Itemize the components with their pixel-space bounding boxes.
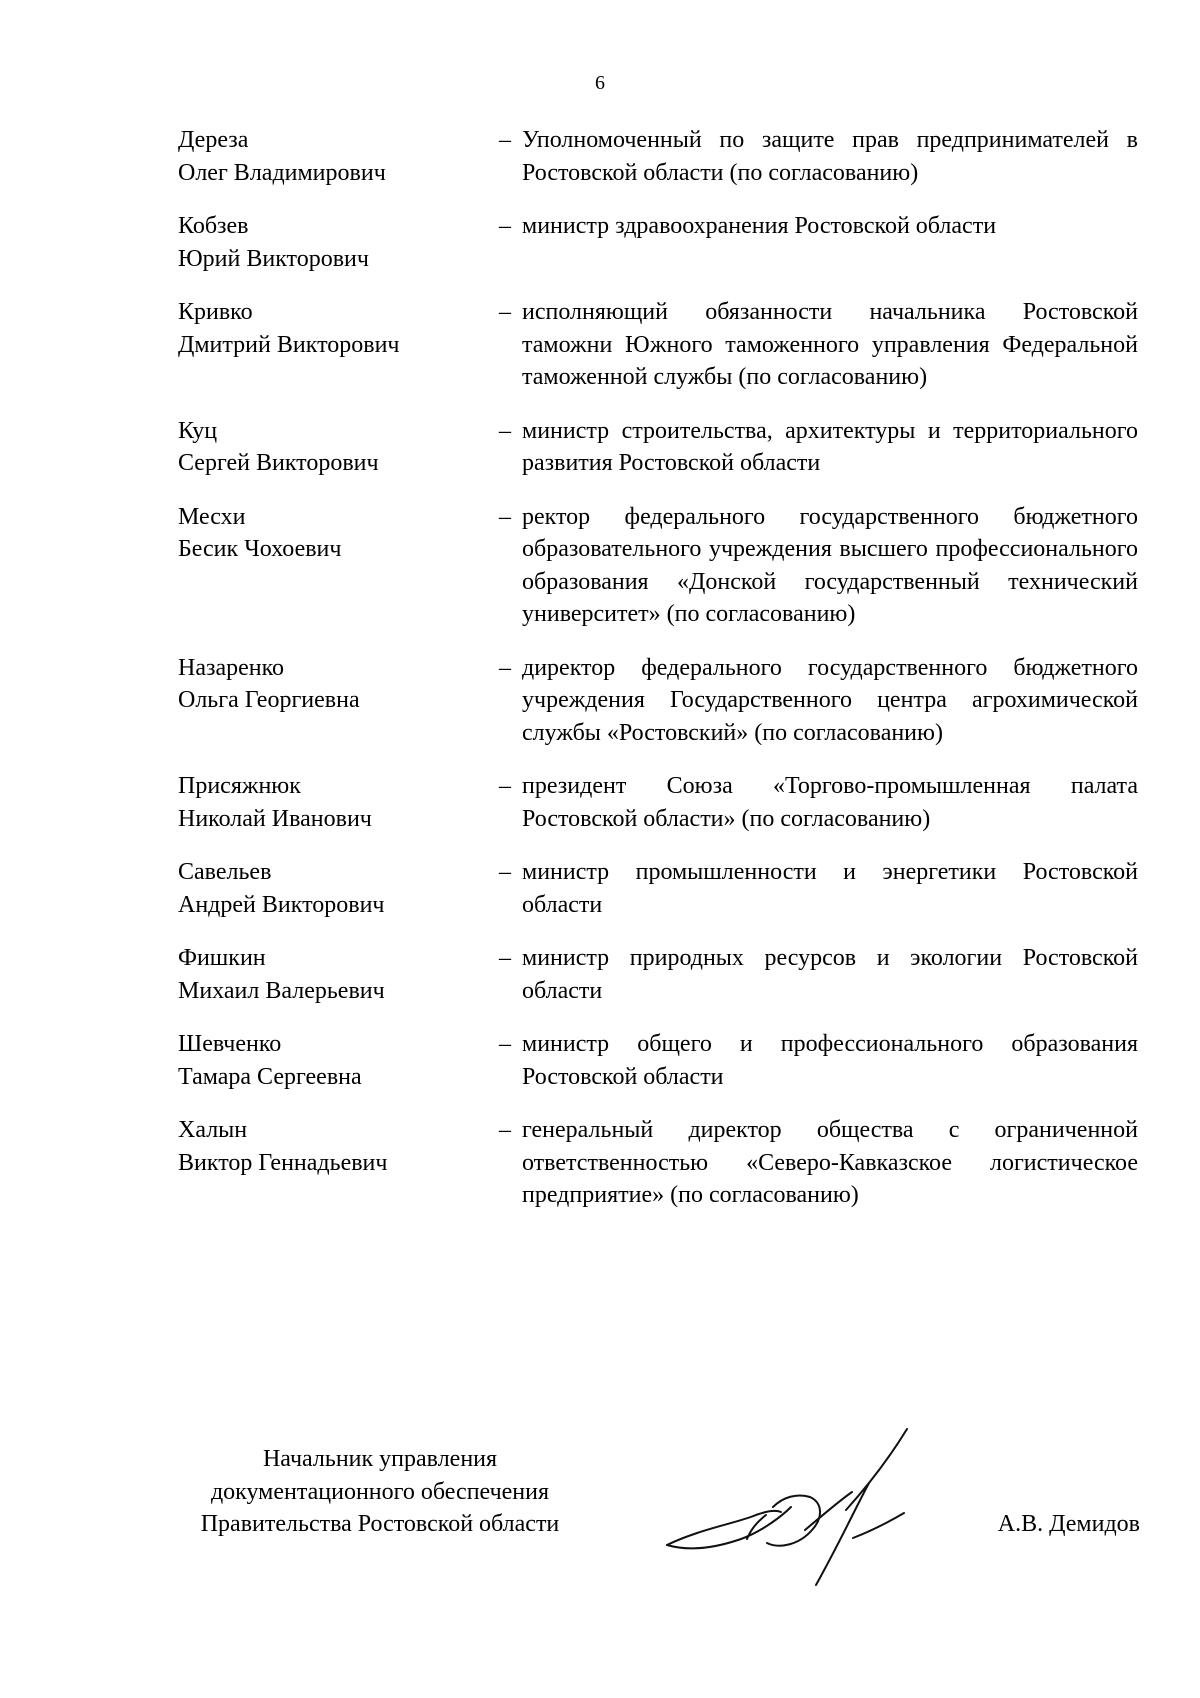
member-position: исполняющий обязанности начальника Ростовской таможни Южного таможенного управления Федеральной таможенной службы (по согласованию) xyxy=(522,299,1138,390)
dash-separator: – xyxy=(499,213,511,239)
member-position: министр строительства, архитектуры и территориального развития Ростовской области xyxy=(522,417,1138,476)
member-position: министр общего и профессионального образования Ростовской области xyxy=(522,1031,1138,1090)
list-item xyxy=(178,770,1138,835)
member-given-names: Бесик Чохоевич xyxy=(178,536,342,562)
signer-title xyxy=(160,1443,600,1541)
list-item xyxy=(178,124,1138,189)
member-surname: Кобзев xyxy=(178,213,249,239)
signer-title-line: Начальник управления xyxy=(262,1446,498,1472)
list-item xyxy=(178,942,1138,1007)
member-surname: Дереза xyxy=(178,127,249,153)
member-given-names: Сергей Викторович xyxy=(178,450,379,476)
dash-separator: – xyxy=(499,417,511,444)
dash-separator: – xyxy=(499,945,511,971)
dash-separator: – xyxy=(499,503,511,530)
member-given-names: Николай Иванович xyxy=(178,805,372,832)
member-list xyxy=(178,124,1138,1233)
member-surname: Савельев xyxy=(178,859,272,885)
member-position: министр промышленности и энергетики Ростовской области xyxy=(522,859,1138,918)
list-item xyxy=(178,210,1138,275)
member-name xyxy=(178,856,488,921)
member-position: Уполномоченный по защите прав предпринимателей в Ростовской области (по согласованию) xyxy=(522,127,1138,186)
signer-title-line: Правительства Ростовской области xyxy=(200,1511,560,1537)
list-item xyxy=(178,856,1138,921)
signature-block xyxy=(160,1443,1150,1613)
dash-separator: – xyxy=(499,773,511,799)
list-item xyxy=(178,652,1138,750)
member-name xyxy=(178,770,488,835)
member-surname: Куц xyxy=(178,417,218,444)
dash-separator: – xyxy=(499,299,511,325)
member-name xyxy=(178,501,488,631)
member-name xyxy=(178,124,488,189)
member-surname: Халын xyxy=(178,1117,248,1143)
member-name xyxy=(178,1114,488,1212)
dash-separator: – xyxy=(499,1031,511,1057)
member-name xyxy=(178,1028,488,1093)
dash-separator: – xyxy=(499,127,511,153)
list-item xyxy=(178,296,1138,394)
member-given-names: Михаил Валерьевич xyxy=(178,977,385,1004)
member-position: директор федерального государственного бюджетного учреждения Государственного центра агрохимической службы «Ростовский» (по согласованию) xyxy=(522,654,1138,746)
dash-separator: – xyxy=(499,654,511,681)
list-item xyxy=(178,1114,1138,1212)
member-position: генеральный директор общества с ограниченной ответственностью «Северо-Кавказское логистическое предприятие» (по согласованию) xyxy=(522,1117,1138,1208)
page-number: 6 xyxy=(595,72,605,94)
member-given-names: Юрий Викторович xyxy=(178,245,369,272)
list-item xyxy=(178,501,1138,631)
member-name xyxy=(178,296,488,394)
member-surname: Месхи xyxy=(178,503,246,530)
member-given-names: Виктор Геннадьевич xyxy=(178,1149,388,1176)
list-item xyxy=(178,1028,1138,1093)
member-given-names: Дмитрий Викторович xyxy=(178,331,400,358)
member-position: министр природных ресурсов и экологии Ростовской области xyxy=(522,945,1138,1004)
handwritten-signature xyxy=(655,1427,925,1597)
member-given-names: Тамара Сергеевна xyxy=(178,1063,362,1090)
dash-separator: – xyxy=(499,1117,511,1143)
member-name xyxy=(178,210,488,275)
member-surname: Присяжнюк xyxy=(178,773,301,799)
member-position: министр здравоохранения Ростовской области xyxy=(522,213,997,239)
member-surname: Назаренко xyxy=(178,654,285,681)
member-position: президент Союза «Торгово-промышленная палата Ростовской области» (по согласованию) xyxy=(522,773,1138,832)
signer-title-line: документационного обеспечения xyxy=(210,1478,550,1505)
member-given-names: Олег Владимирович xyxy=(178,159,386,186)
member-surname: Кривко xyxy=(178,299,253,325)
member-name xyxy=(178,652,488,750)
signer-name: А.В. Демидов xyxy=(997,1511,1140,1537)
member-position: ректор федерального государственного бюджетного образовательного учреждения высшего профессионального образования «Донской государственный технический университет» (по согласованию) xyxy=(522,503,1138,627)
list-item xyxy=(178,415,1138,480)
dash-separator: – xyxy=(499,859,511,885)
member-given-names: Ольга Георгиевна xyxy=(178,687,360,713)
member-surname: Фишкин xyxy=(178,945,266,971)
member-name xyxy=(178,415,488,480)
member-name xyxy=(178,942,488,1007)
member-surname: Шевченко xyxy=(178,1031,282,1057)
member-given-names: Андрей Викторович xyxy=(178,891,385,918)
